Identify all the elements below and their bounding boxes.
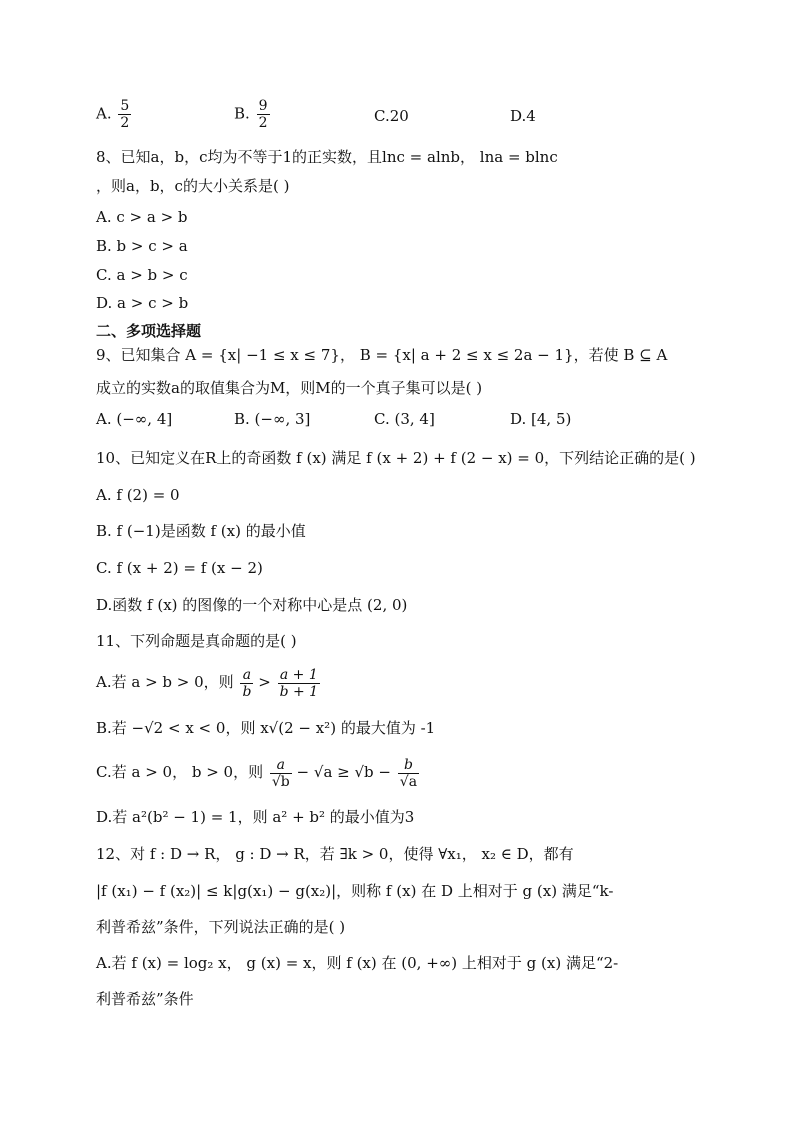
fraction-numerator: a: [270, 757, 292, 774]
q8-stem-line1: 8、已知a，b，c均为不等于1的正实数，且lnc = alnb， lna = blnc: [96, 148, 558, 166]
q7-option-c: C.20: [374, 107, 409, 125]
q7-option-b-fraction: [257, 98, 270, 131]
fraction-numerator: a: [240, 667, 253, 684]
q8-stem-line2: ，则a，b，c的大小关系是( ): [96, 177, 290, 195]
q7-options: [96, 98, 716, 138]
q11-option-b: B.若 −√2 < x < 0，则 x√(2 − x²) 的最大值为 -1: [96, 719, 436, 737]
fraction-denominator: √b: [271, 773, 290, 790]
q10-stem: 10、已知定义在R上的奇函数 f (x) 满足 f (x + 2) + f (2 − x) = 0，下列结论正确的是( ): [96, 449, 696, 467]
fraction-numerator: b: [398, 757, 419, 774]
q11-option-c-fraction-1: [270, 757, 292, 790]
q11-option-c-text: C.若 a > 0， b > 0，则: [96, 763, 264, 781]
q11-option-c-fraction-2: [398, 757, 419, 790]
q7-option-d: D.4: [510, 107, 536, 125]
q11-option-a-comparator: >: [258, 673, 271, 691]
q12-stem-line3: 利普希兹”条件，下列说法正确的是( ): [96, 918, 346, 936]
q7-option-a: [96, 98, 131, 131]
q8-option-b: B. b > c > a: [96, 237, 188, 255]
q11-stem: 11、下列命题是真命题的是( ): [96, 632, 297, 650]
q9-option-c: C. (3, 4]: [374, 410, 435, 428]
q8-option-d: D. a > c > b: [96, 294, 189, 312]
fraction-denominator: √a: [399, 773, 418, 790]
q11-option-d: D.若 a²(b² − 1) = 1，则 a² + b² 的最小值为3: [96, 808, 415, 826]
q7-option-a-label: A.: [96, 104, 112, 123]
q11-option-a: [96, 662, 320, 702]
q11-option-a-fraction-1: [240, 667, 253, 700]
q9-options: [96, 410, 716, 450]
q7-option-a-fraction: [118, 98, 131, 131]
fraction-denominator: 2: [258, 115, 268, 131]
q10-option-a: A. f (2) = 0: [96, 486, 180, 504]
fraction-denominator: b + 1: [279, 683, 319, 700]
q10-option-c: C. f (x + 2) = f (x − 2): [96, 559, 263, 577]
q11-option-c-middle: − √a ≥ √b −: [296, 763, 391, 781]
q7-option-b: [234, 98, 270, 131]
q12-stem-line2: |f (x₁) − f (x₂)| ≤ k|g(x₁) − g(x₂)|，则称 f (x) 在 D 上相对于 g (x) 满足“k-: [96, 882, 614, 900]
q9-stem-line2: 成立的实数a的取值集合为M，则M的一个真子集可以是( ): [96, 379, 483, 397]
q11-option-a-fraction-2: [278, 667, 321, 700]
q7-option-b-label: B.: [234, 104, 250, 123]
q8-option-a: A. c > a > b: [96, 208, 188, 226]
q9-option-b: B. (−∞, 3]: [234, 410, 311, 428]
fraction-numerator: 9: [258, 98, 268, 114]
q11-option-c: [96, 750, 419, 794]
q8-option-c: C. a > b > c: [96, 266, 188, 284]
q12-stem-line1: 12、对 f : D → R， g : D → R，若 ∃k > 0，使得 ∀x₁， x₂ ∈ D，都有: [96, 845, 574, 863]
section-title: 二、多项选择题: [96, 322, 202, 340]
q10-option-d: D.函数 f (x) 的图像的一个对称中心是点 (2, 0): [96, 596, 408, 614]
fraction-numerator: a + 1: [278, 667, 321, 684]
q10-option-b: B. f (−1)是函数 f (x) 的最小值: [96, 522, 306, 540]
fraction-numerator: 5: [120, 98, 130, 114]
q9-stem-line1: 9、已知集合 A = {x| −1 ≤ x ≤ 7}， B = {x| a + 2 ≤ x ≤ 2a − 1}，若使 B ⊆ A: [96, 346, 668, 364]
q11-option-a-text: A.若 a > b > 0，则: [96, 673, 234, 691]
q12-option-a-line1: A.若 f (x) = log₂ x， g (x) = x，则 f (x) 在 (0, +∞) 上相对于 g (x) 满足“2-: [96, 954, 619, 972]
q9-option-d: D. [4, 5): [510, 410, 572, 428]
fraction-denominator: 2: [120, 115, 130, 131]
q12-option-a-line2: 利普希兹”条件: [96, 990, 194, 1008]
q9-option-a: A. (−∞, 4]: [96, 410, 173, 428]
fraction-denominator: b: [242, 683, 252, 700]
